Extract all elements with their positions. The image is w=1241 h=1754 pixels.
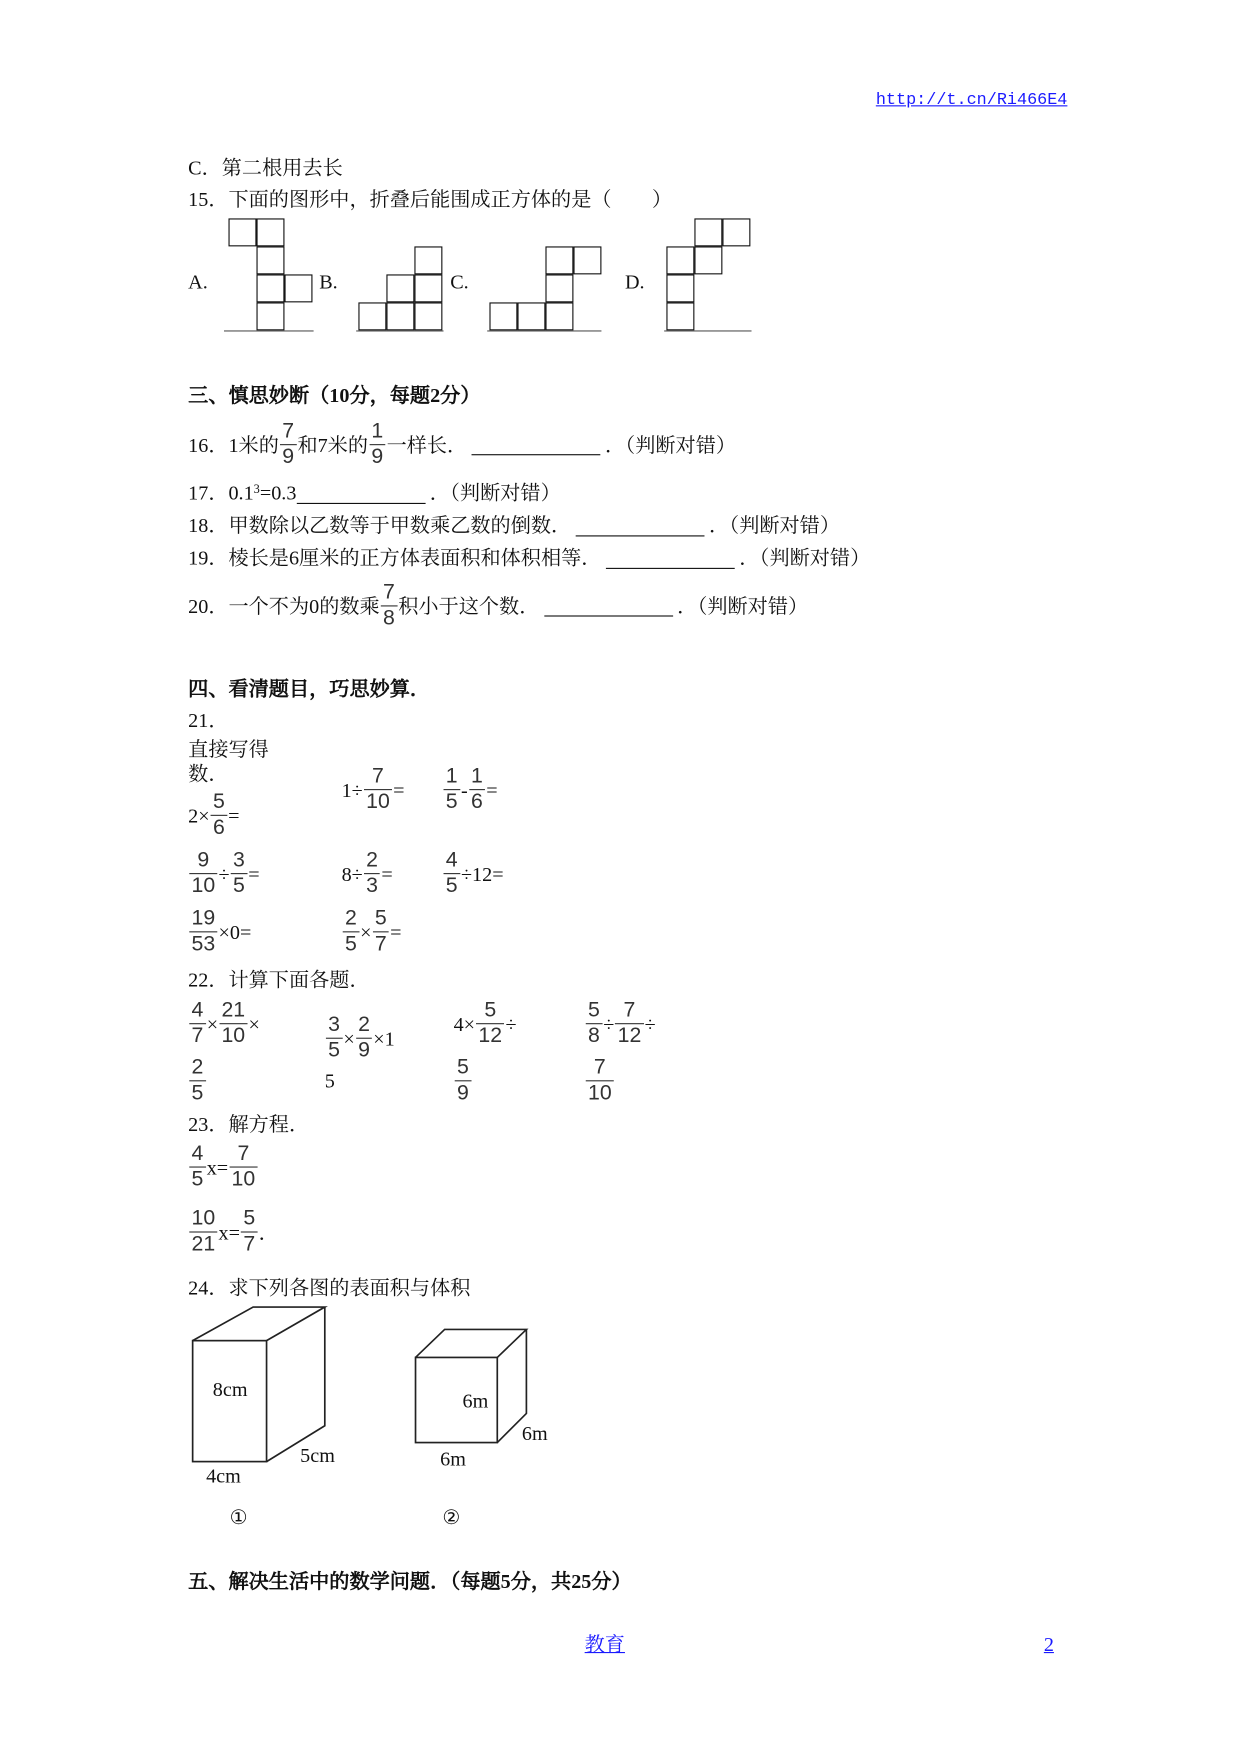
expr-text: 1÷ — [341, 778, 363, 801]
denominator: 9 — [455, 1080, 471, 1106]
q17: 17．0.1 $^3$ =0.3 ．（判断对错） — [188, 479, 561, 506]
expr-text: ÷ — [644, 1012, 656, 1035]
denominator: 7 — [241, 1231, 257, 1257]
numerator: 2 — [344, 906, 357, 931]
q17-prefix: 17．0.1 — [188, 481, 254, 504]
denominator: 5 — [326, 1038, 342, 1064]
q17-suffix: =0.3 — [259, 481, 297, 504]
numerator: 7 — [282, 419, 295, 443]
numerator: 10 — [191, 1206, 216, 1231]
q15-option-a-label: A. — [188, 270, 208, 293]
denominator: 8 — [586, 1023, 602, 1049]
expr-text: - — [460, 778, 468, 801]
expr-text: ． — [258, 1220, 279, 1244]
expr-text: ÷12= — [460, 862, 504, 885]
expr-text: ×0= — [218, 920, 252, 944]
cube-height-label: 6m — [462, 1389, 489, 1412]
q23-title: 23．解方程． — [188, 1113, 310, 1136]
judge-label: ．（判断对错） — [429, 481, 561, 504]
denominator: 10 — [189, 873, 217, 899]
cuboid-height-label: 8cm — [212, 1378, 248, 1401]
judge-label: ．（判断对错） — [739, 546, 871, 569]
numerator: 4 — [445, 848, 458, 872]
denominator: 53 — [189, 931, 217, 957]
expr-text: ÷ — [505, 1012, 517, 1035]
numerator: 2 — [366, 848, 378, 872]
judge-label: ．（判断对错） — [708, 514, 840, 537]
q15-text: 15．下面的图形中，折叠后能围成正方体的是（ ） — [188, 188, 672, 211]
denominator: 9 — [356, 1038, 372, 1064]
section3-title: 三、慎思妙断（10分，每题2分） — [188, 384, 481, 407]
expr-text: = — [228, 804, 240, 827]
denominator: 5 — [343, 931, 359, 957]
expr-text: × — [248, 1012, 260, 1035]
section4-title: 四、看清题目，巧思妙算． — [188, 677, 431, 700]
expr-text: 2× — [188, 804, 210, 827]
q15-option-b-label: B. — [319, 270, 338, 293]
denominator: 10 — [586, 1080, 614, 1106]
numerator: 7 — [372, 764, 384, 788]
cuboid-depth-label: 5cm — [300, 1444, 335, 1467]
denominator: 5 — [231, 873, 247, 899]
denominator: 5 — [444, 789, 460, 815]
expr-text: = — [381, 862, 393, 885]
numerator: 21 — [221, 998, 246, 1022]
denominator: 6 — [469, 789, 485, 815]
expr-text: ×1 — [373, 1027, 395, 1050]
figure-2-label: ② — [442, 1505, 461, 1529]
expr-text: 20．一个不为0的数乘 — [188, 594, 380, 618]
expr-text: × — [206, 1012, 219, 1035]
numerator: 3 — [232, 848, 245, 872]
denominator: 5 — [189, 1166, 205, 1192]
expr-text: x= — [206, 1155, 229, 1179]
expr-text: 一样长． — [386, 433, 468, 456]
expr-text: × — [343, 1027, 355, 1050]
denominator: 9 — [280, 444, 296, 470]
denominator: 5 — [189, 1080, 205, 1106]
expr-text: = — [390, 920, 402, 944]
expr-text: x= — [218, 1220, 241, 1244]
page-number[interactable]: 2 — [1043, 1632, 1054, 1656]
numerator: 5 — [456, 1055, 469, 1080]
expr-text: 16．1米的 — [188, 433, 279, 456]
numerator: 4 — [191, 998, 204, 1022]
q21-instruction-2: 数． — [188, 762, 229, 786]
numerator: 1 — [471, 764, 483, 788]
expr-text: 积小于这个数． — [398, 594, 540, 618]
q14-option-c: C．第二根用去长 — [188, 156, 343, 180]
expr-text: ÷ — [603, 1012, 615, 1035]
numerator: 1 — [371, 419, 384, 443]
expr-text: 5 — [324, 1069, 335, 1092]
expr-text: 和7米的 — [297, 433, 369, 456]
expr-text: = — [393, 778, 405, 801]
expr-text: 4× — [453, 1012, 476, 1035]
section5-title: 五、解决生活中的数学问题．（每题5分，共25分） — [188, 1570, 632, 1593]
numerator: 4 — [191, 1141, 204, 1166]
q18-text: 18．甲数除以乙数等于甲数乘乙数的倒数． — [188, 514, 572, 537]
expr-text: ．（判断对错） — [604, 433, 737, 456]
expr-text: = — [486, 778, 498, 801]
numerator: 2 — [191, 1055, 204, 1080]
expr-text: ．（判断对错） — [677, 594, 809, 618]
numerator: 7 — [237, 1141, 250, 1166]
denominator: 3 — [364, 873, 380, 899]
numerator: 5 — [588, 998, 600, 1022]
expr-text: × — [360, 920, 372, 944]
q21-instruction: 直接写得 — [188, 738, 269, 761]
denominator: 12 — [476, 1023, 504, 1049]
numerator: 7 — [623, 998, 636, 1022]
numerator: 5 — [484, 998, 497, 1022]
q15-option-c-label: C. — [450, 270, 469, 293]
numerator: 7 — [383, 580, 395, 605]
numerator: 1 — [445, 764, 458, 788]
numerator: 5 — [374, 906, 387, 931]
expr-text: 8÷ — [341, 862, 363, 885]
numerator: 3 — [328, 1013, 341, 1037]
denominator: 7 — [373, 931, 389, 957]
denominator: 5 — [444, 873, 460, 899]
q15-option-d-label: D. — [624, 270, 645, 293]
cube-depth-label: 6m — [521, 1421, 548, 1445]
denominator: 10 — [219, 1023, 247, 1049]
numerator: 9 — [197, 848, 210, 872]
denominator: 12 — [615, 1023, 643, 1049]
expr-text: ÷ — [218, 862, 230, 885]
figure-1-label: ① — [229, 1505, 248, 1529]
denominator: 10 — [364, 789, 392, 815]
q21-number: 21． — [188, 708, 229, 732]
q19-text: 19．棱长是6厘米的正方体表面积和体积相等． — [188, 546, 602, 569]
q22-title: 22．计算下面各题． — [188, 968, 370, 992]
numerator: 7 — [593, 1055, 606, 1080]
footer-link[interactable]: 教育 — [584, 1632, 625, 1656]
q24-title: 24．求下列各图的表面积与体积 — [188, 1276, 471, 1300]
cube-width-label: 6m — [440, 1447, 466, 1470]
numerator: 19 — [191, 906, 216, 931]
cube-figure — [416, 1329, 527, 1442]
expr-text: = — [248, 862, 260, 885]
numerator: 2 — [358, 1013, 370, 1037]
denominator: 6 — [211, 815, 227, 841]
cuboid-width-label: 4cm — [206, 1464, 241, 1487]
denominator: 9 — [369, 444, 385, 470]
denominator: 8 — [381, 605, 397, 631]
denominator: 10 — [229, 1166, 257, 1192]
denominator: 21 — [189, 1231, 217, 1257]
header-link[interactable]: http://t.cn/Ri466E4 — [875, 90, 1068, 110]
numerator: 5 — [243, 1206, 256, 1231]
numerator: 5 — [212, 790, 225, 814]
denominator: 7 — [189, 1023, 205, 1049]
